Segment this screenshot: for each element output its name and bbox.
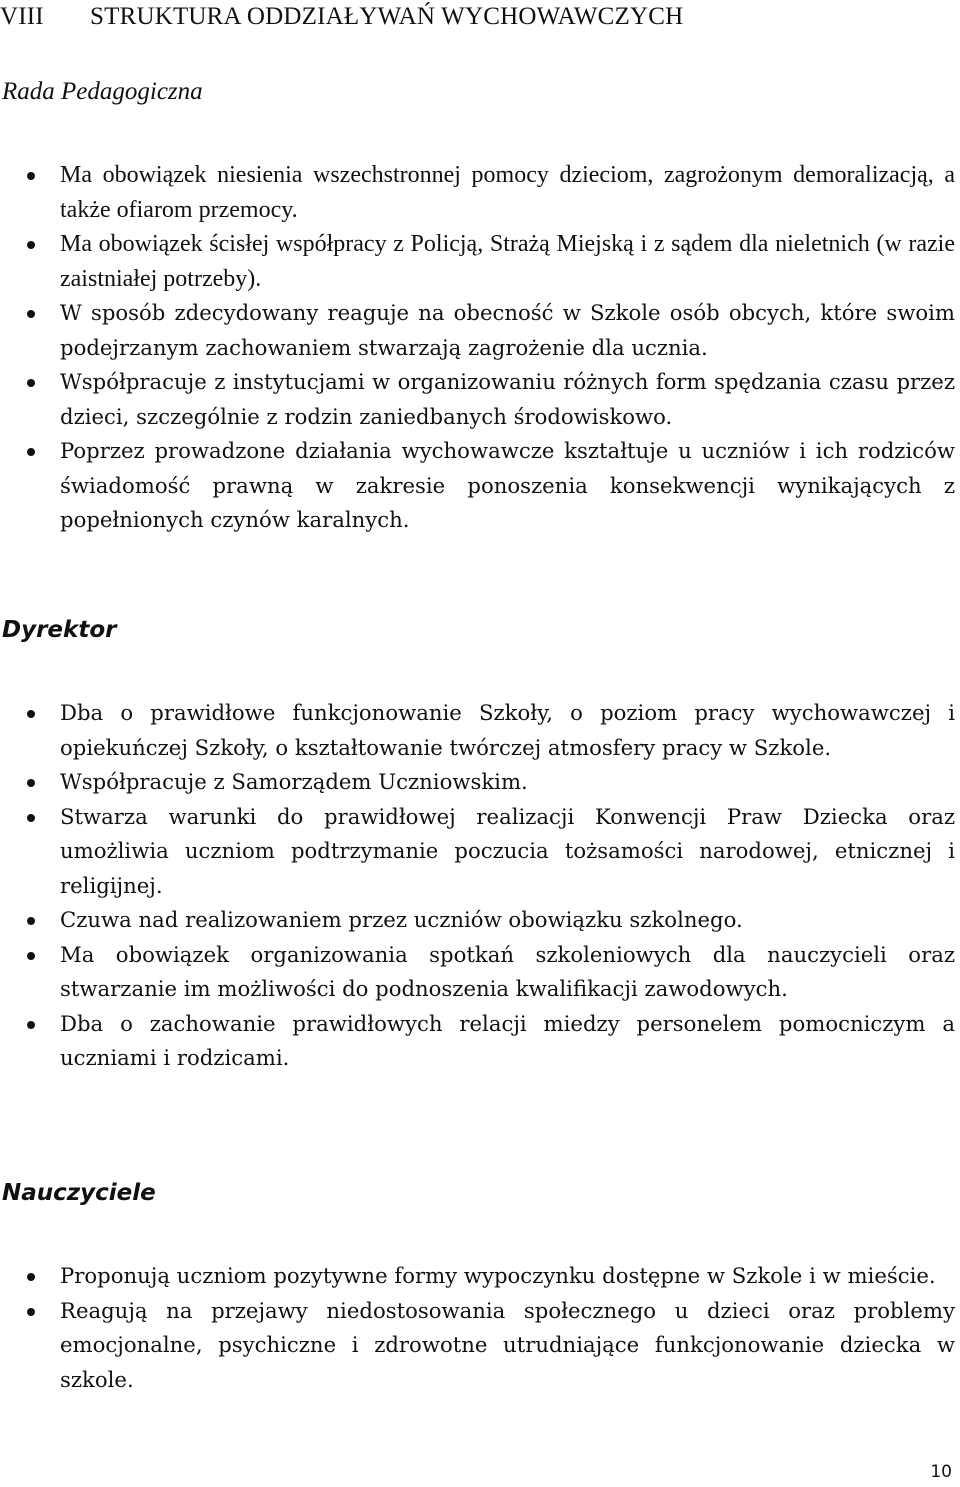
list-item-text: W sposób zdecydowany reaguje na obecność w Szkole osób obcych, które swoim podejrzanym zachowaniem stwarzają zagrożenie dla ucznia. (60, 300, 955, 360)
bullet-icon (27, 310, 35, 318)
bullet-icon (27, 379, 35, 387)
bullet-icon (27, 1273, 35, 1281)
list-item-text: Dba o prawidłowe funkcjonowanie Szkoły, o poziom pracy wychowawczej i opiekuńczej Szkoły, o kształtowanie twórczej atmosfery pracy w Szkole. (60, 700, 955, 760)
list-item-text: Poprzez prowadzone działania wychowawcze kształtuje u uczniów i ich rodziców świadomość prawną w zakresie ponoszenia konsekwencji wynikających z popełnionych czynów karalnych. (60, 438, 955, 532)
list-item (60, 765, 955, 800)
bullet-icon (27, 1021, 35, 1029)
chapter-title: STRUKTURA ODDZIAŁYWAŃ WYCHOWAWCZYCH (90, 3, 684, 30)
section-title-rada-pedagogiczna: Rada Pedagogiczna (2, 78, 203, 105)
bullet-icon (27, 952, 35, 960)
bullet-icon (27, 448, 35, 456)
bullet-icon (27, 241, 35, 249)
list-item-text: Ma obowiązek niesienia wszechstronnej pomocy dzieciom, zagrożonym demoralizacją, a także ofiarom przemocy. (60, 162, 955, 223)
bullet-icon (27, 172, 35, 180)
page-number: 10 (930, 1462, 952, 1482)
list-item-text: Ma obowiązek organizowania spotkań szkoleniowych dla nauczycieli oraz stwarzanie im możliwości do podnoszenia kwalifikacji zawodowych. (60, 941, 955, 1001)
list-item (60, 903, 955, 938)
list-item (60, 365, 955, 434)
list-item-text: Czuwa nad realizowaniem przez uczniów obowiązku szkolnego. (60, 907, 743, 932)
bullet-icon (27, 779, 35, 787)
list-item-text: Współpracuje z instytucjami w organizowaniu różnych form spędzania czasu przez dzieci, szczególnie z rodzin zaniedbanych środowiskowo. (60, 369, 955, 429)
bullet-icon (27, 710, 35, 718)
list-item (60, 1294, 955, 1398)
nauczyciele-list (60, 1259, 955, 1397)
list-item (60, 296, 955, 365)
list-item (60, 1259, 955, 1294)
list-item-text: Proponują uczniom pozytywne formy wypoczynku dostępne w Szkole i w mieście. (60, 1263, 936, 1288)
bullet-icon (27, 1308, 35, 1316)
list-item-text: Współpracuje z Samorządem Uczniowskim. (60, 769, 528, 794)
list-item (60, 938, 955, 1007)
rada-pedagogiczna-list (60, 158, 955, 296)
dyrektor-list (60, 696, 955, 1076)
list-item-text: Dba o zachowanie prawidłowych relacji miedzy personelem pomocniczym a uczniami i rodzicami. (60, 1010, 955, 1070)
list-item (60, 800, 955, 904)
list-item-text: Reagują na przejawy niedostosowania społecznego u dzieci oraz problemy emocjonalne, psychiczne i zdrowotne utrudniające funkcjonowanie dziecka w szkole. (60, 1297, 955, 1392)
rada-pedagogiczna-list-cont (60, 296, 955, 538)
list-item-text: Ma obowiązek ścisłej współpracy z Policją, Strażą Miejską i z sądem dla nieletnich (w razie zaistniałej potrzeby). (60, 231, 955, 292)
bullet-icon (27, 814, 35, 822)
list-item (60, 1007, 955, 1076)
list-item (60, 696, 955, 765)
chapter-heading (0, 0, 683, 34)
list-item-text: Stwarza warunki do prawidłowej realizacji Konwencji Praw Dziecka oraz umożliwia uczniom podtrzymanie poczucia tożsamości narodowej, etnicznej i religijnej. (60, 803, 955, 898)
section-title-nauczyciele: Nauczyciele (2, 1180, 156, 1206)
list-item (60, 227, 955, 296)
chapter-number: VIII (0, 3, 44, 30)
bullet-icon (27, 917, 35, 925)
list-item (60, 434, 955, 538)
section-title-dyrektor: Dyrektor (2, 617, 117, 643)
list-item (60, 158, 955, 227)
